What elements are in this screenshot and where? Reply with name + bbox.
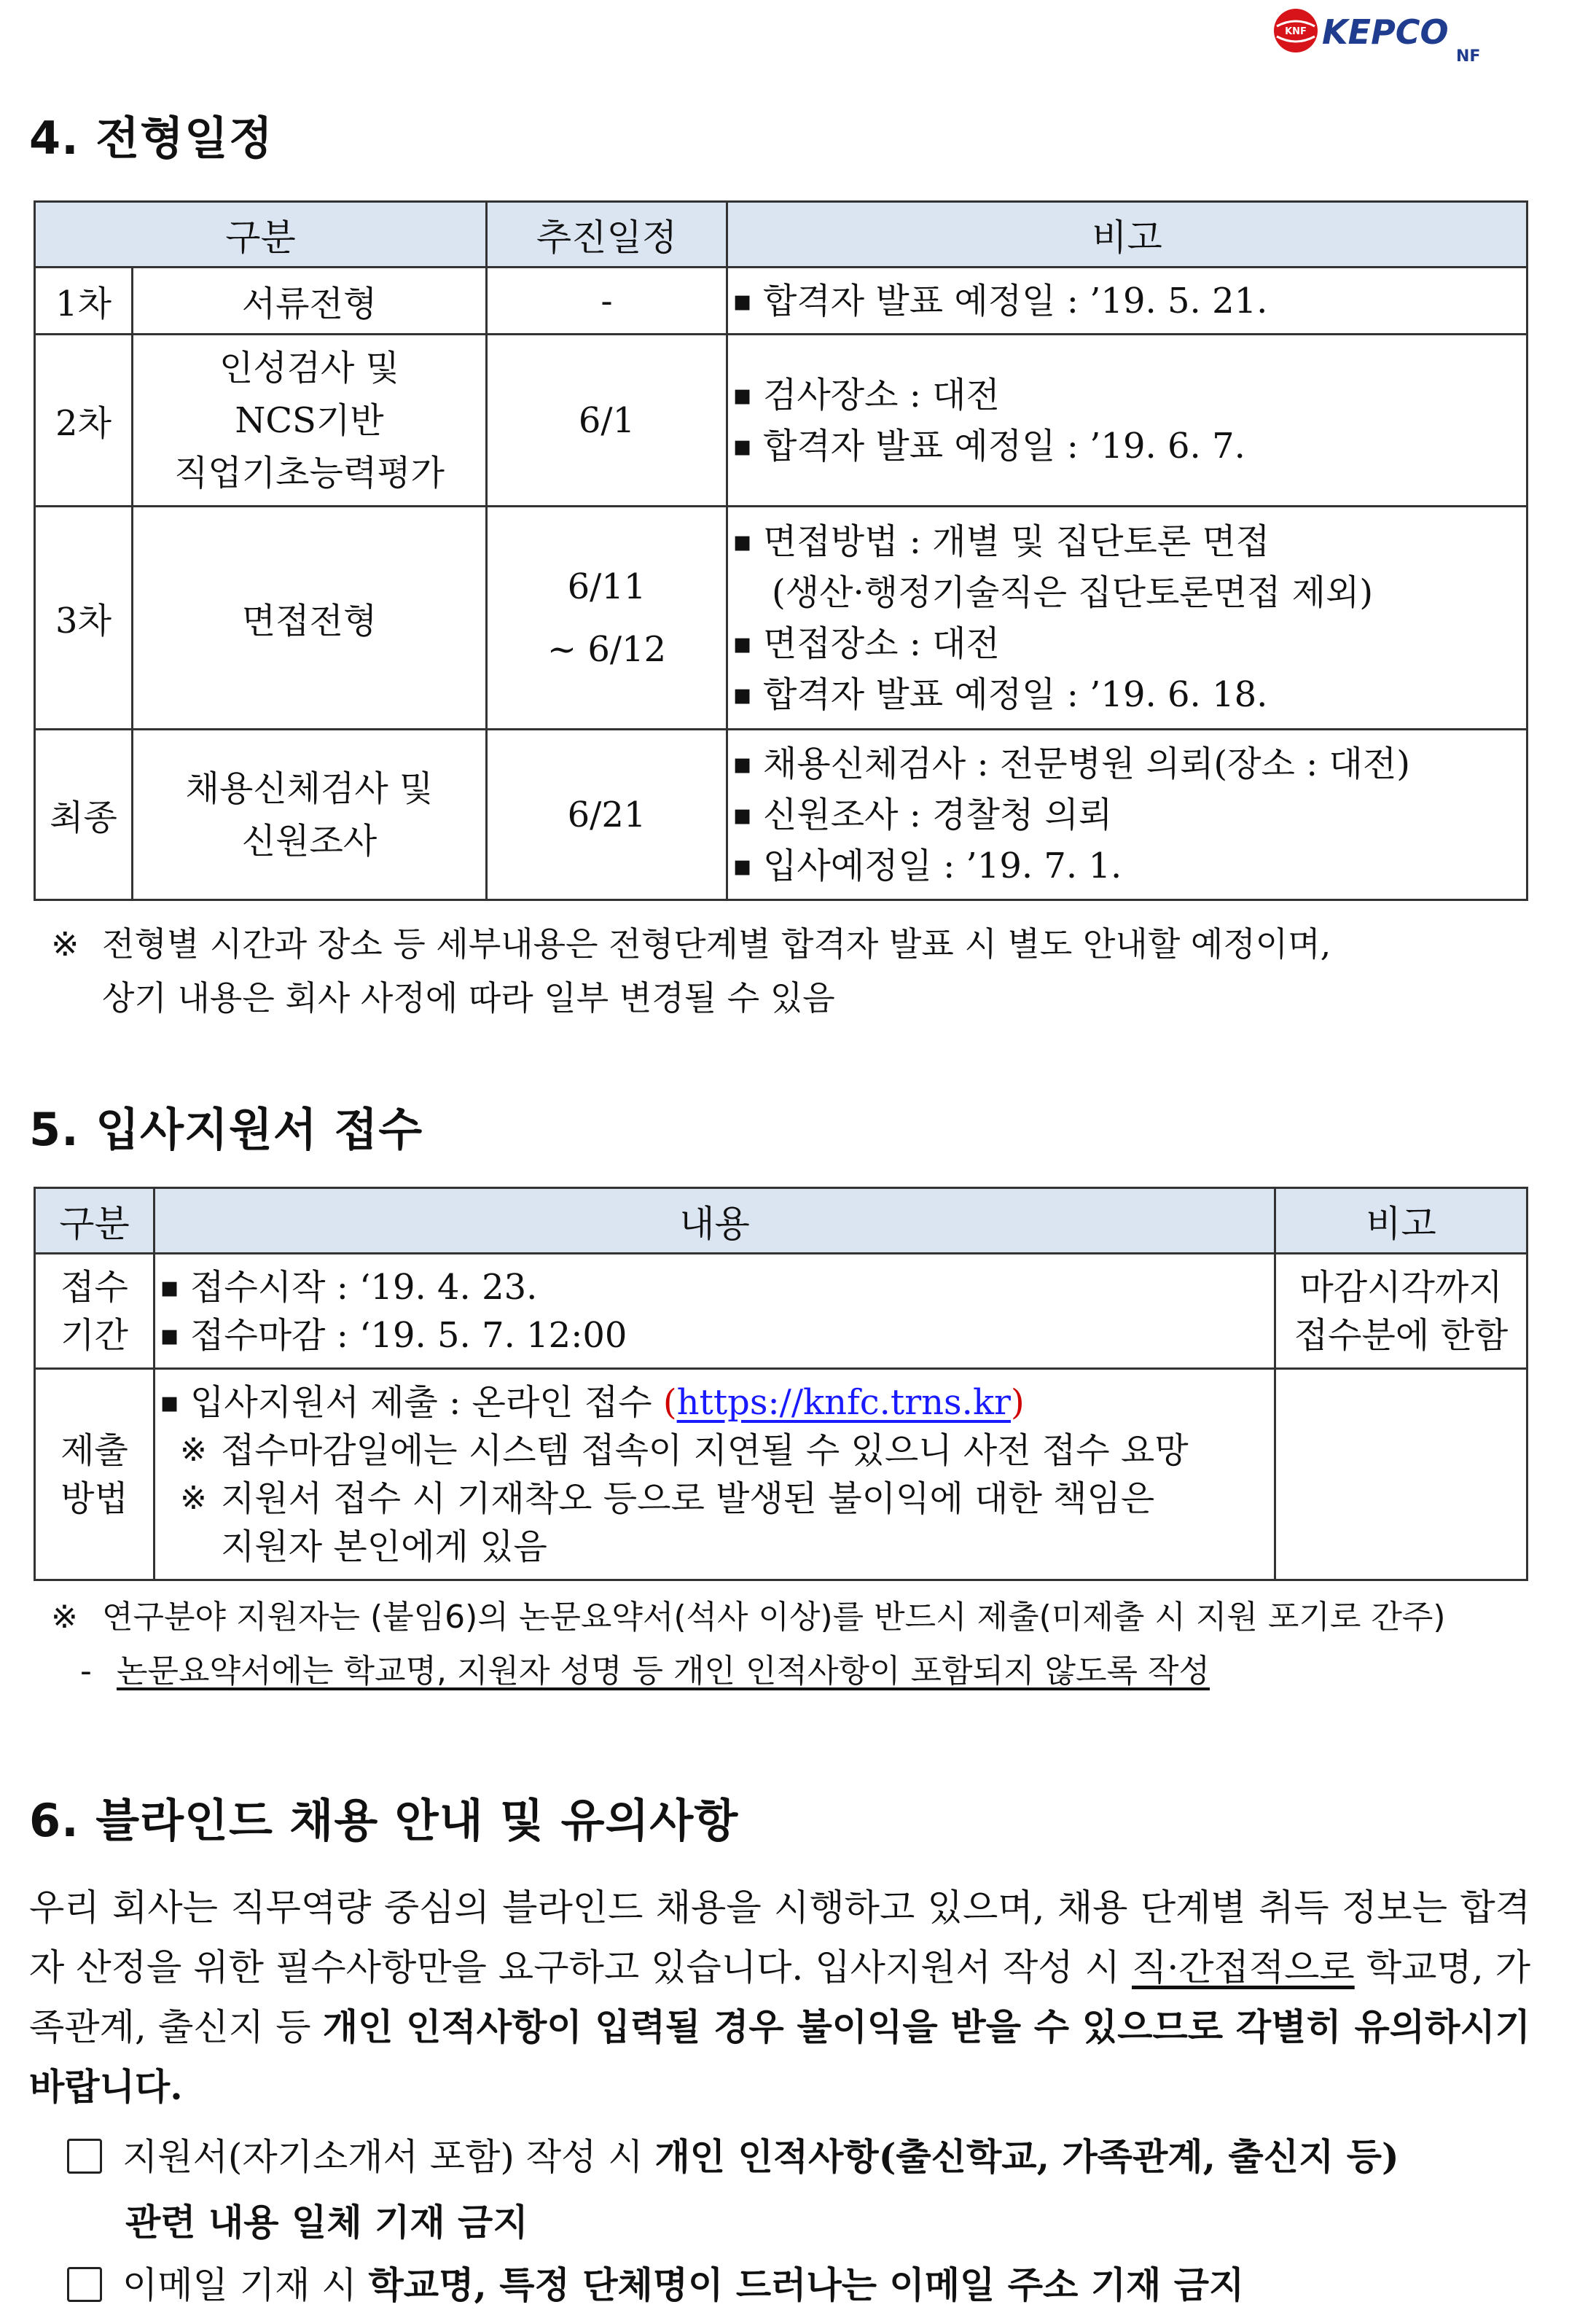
stage-name: 면접전형 — [133, 507, 487, 730]
note-item: ▪ 면접방법 : 개별 및 집단토론 면접 — [728, 516, 1526, 567]
note-item-continuation: (생산·행정기술직은 집단토론면접 제외) — [772, 571, 1374, 613]
paren-open: ( — [662, 1381, 677, 1423]
stage-notes — [727, 730, 1527, 900]
stage-label: 2차 — [35, 335, 133, 507]
note-item: ▪ 신원조사 : 경찰청 의뢰 — [728, 789, 1526, 840]
method-label — [35, 1369, 154, 1580]
header-category: 구분 — [35, 202, 487, 268]
stage-label: 1차 — [35, 268, 133, 335]
note-item: ▪ 입사예정일 : ’19. 7. 1. — [728, 840, 1526, 891]
period-item: ▪ 접수시작 : ‘19. 4. 23. — [155, 1263, 1274, 1311]
stage-name — [133, 730, 487, 900]
stage-date-line: 6/11 — [567, 566, 646, 607]
stage-date-line: ~ 6/12 — [547, 628, 667, 670]
checkbox-icon — [67, 2267, 102, 2302]
table-row — [35, 1254, 1527, 1369]
stage-name — [133, 335, 487, 507]
period-label-line: 기간 — [60, 1314, 128, 1356]
para-bold: 개인 인적사항이 입력될 경우 불이익을 받을 수 있으므로 각별히 유의하시기 바랍니다. — [29, 2005, 1530, 2108]
method-content — [154, 1369, 1275, 1580]
period-label-line: 접수 — [60, 1266, 128, 1308]
period-content — [154, 1254, 1275, 1369]
header-remarks: 비고 — [727, 202, 1527, 268]
note-item: ▪ 검사장소 : 대전 — [728, 370, 1526, 421]
paren-close: ) — [1010, 1381, 1025, 1423]
note-line: 논문요약서에는 학교명, 지원자 성명 등 개인 인적사항이 포함되지 않도록 작성 — [117, 1652, 1210, 1690]
period-label — [35, 1254, 154, 1369]
para-text: 우리 회사는 직무역량 중심의 블라인드 채용을 시행하고 있으며, 채용 단계별 취득 정보는 합격자 산정을 위한 필수사항만을 요구하고 있습니다. 입사지원서 작성 시 — [29, 1886, 1530, 1989]
table-row — [35, 335, 1527, 507]
stage-date: 6/1 — [487, 335, 727, 507]
method-note: ※ 지원서 접수 시 기재착오 등으로 발생된 불이익에 대한 책임은 — [155, 1475, 1274, 1523]
note-item: ▪ 합격자 발표 예정일 : ’19. 5. 21. — [728, 276, 1526, 327]
application-header-row — [35, 1188, 1527, 1254]
note-item: ▪ 채용신체검사 : 전문병원 의뢰(장소 : 대전) — [728, 738, 1526, 789]
check-text: 지원서(자기소개서 포함) 작성 시 — [122, 2136, 655, 2178]
para-underlined: 직·간접적으로 — [1132, 1946, 1355, 1989]
note-item: ▪ 합격자 발표 예정일 : ’19. 6. 7. — [728, 421, 1526, 472]
period-remark-line: 마감시각까지 — [1299, 1266, 1503, 1308]
stage-name-line: NCS기반 — [235, 399, 384, 441]
header-category: 구분 — [35, 1188, 154, 1254]
logo-text: KEPCO — [1322, 12, 1449, 52]
note-line: 상기 내용은 회사 사정에 따라 일부 변경될 수 있음 — [102, 978, 835, 1018]
schedule-note — [51, 917, 1331, 1025]
method-note: ※ 접수마감일에는 시스템 접속이 지연될 수 있으니 사전 접수 요망 — [155, 1427, 1274, 1475]
note-mark: ※ — [51, 924, 79, 964]
section5-title: 5. 입사지원서 접수 — [29, 1103, 423, 1156]
checkbox-icon — [67, 2139, 102, 2174]
schedule-header-row — [35, 202, 1527, 268]
table-row — [35, 730, 1527, 900]
logo-sub-text: NF — [1456, 47, 1481, 64]
stage-notes — [727, 268, 1527, 335]
stage-notes — [727, 335, 1527, 507]
note-item: ▪ 면접장소 : 대전 — [728, 618, 1526, 669]
method-label-line: 방법 — [60, 1478, 128, 1519]
method-note-continuation: 지원자 본인에게 있음 — [221, 1526, 547, 1567]
kepco-nf-logo — [1268, 6, 1509, 64]
check-bold: 개인 인적사항(출신학교, 가족관계, 출신지 등) — [654, 2135, 1399, 2178]
stage-label: 최종 — [35, 730, 133, 900]
section4-title: 4. 전형일정 — [29, 112, 273, 165]
logo-emblem-icon — [1274, 9, 1318, 52]
check-text: 이메일 기재 시 — [122, 2264, 369, 2306]
stage-date — [487, 507, 727, 730]
header-schedule: 추진일정 — [487, 202, 727, 268]
note-dash: - — [80, 1652, 92, 1690]
method-item — [155, 1378, 1274, 1427]
stage-date: - — [487, 268, 727, 335]
application-table — [34, 1187, 1528, 1581]
method-remark — [1275, 1369, 1527, 1580]
checklist-item-continuation: 관련 내용 일체 기재 금지 — [125, 2201, 528, 2244]
blind-hiring-paragraph — [29, 1878, 1530, 2117]
stage-name-line: 채용신체검사 및 — [185, 768, 434, 809]
para-text: 학교명, 가족관계, 출신지 등 — [29, 1946, 1530, 2048]
research-note — [51, 1591, 1446, 1698]
header-remarks: 비고 — [1275, 1188, 1527, 1254]
period-remark-line: 접수분에 한함 — [1294, 1314, 1509, 1356]
stage-name-line: 직업기초능력평가 — [174, 452, 445, 493]
note-item: ▪ 합격자 발표 예정일 : ’19. 6. 18. — [728, 669, 1526, 720]
stage-notes — [727, 507, 1527, 730]
checklist-item — [67, 2124, 1399, 2190]
note-mark: ※ — [51, 1599, 78, 1636]
section6-title: 6. 블라인드 채용 안내 및 유의사항 — [29, 1794, 739, 1847]
method-item-text: 입사지원서 제출 : 온라인 접수 — [190, 1381, 663, 1423]
stage-name-line: 인성검사 및 — [219, 347, 400, 389]
table-row — [35, 507, 1527, 730]
check-bold: 학교명, 특정 단체명이 드러나는 이메일 주소 기재 금지 — [368, 2263, 1245, 2306]
stage-name-line: 신원조사 — [241, 820, 378, 862]
table-row — [35, 268, 1527, 335]
table-row — [35, 1369, 1527, 1580]
period-item: ▪ 접수마감 : ‘19. 5. 7. 12:00 — [155, 1311, 1274, 1359]
logo-emblem-text: KNF — [1285, 26, 1307, 37]
period-remark — [1275, 1254, 1527, 1369]
stage-name: 서류전형 — [133, 268, 487, 335]
stage-date: 6/21 — [487, 730, 727, 900]
checklist-item — [67, 2252, 1244, 2318]
note-line: 연구분야 지원자는 (붙임6)의 논문요약서(석사 이상)를 반드시 제출(미제출 시 지원 포기로 간주) — [102, 1599, 1446, 1636]
apply-url-link[interactable]: https://knfc.trns.kr — [676, 1381, 1011, 1423]
stage-label: 3차 — [35, 507, 133, 730]
schedule-table — [34, 200, 1528, 901]
note-line: 전형별 시간과 장소 등 세부내용은 전형단계별 합격자 발표 시 별도 안내할 예정이며, — [102, 924, 1331, 964]
header-content: 내용 — [154, 1188, 1275, 1254]
method-label-line: 제출 — [60, 1429, 128, 1471]
